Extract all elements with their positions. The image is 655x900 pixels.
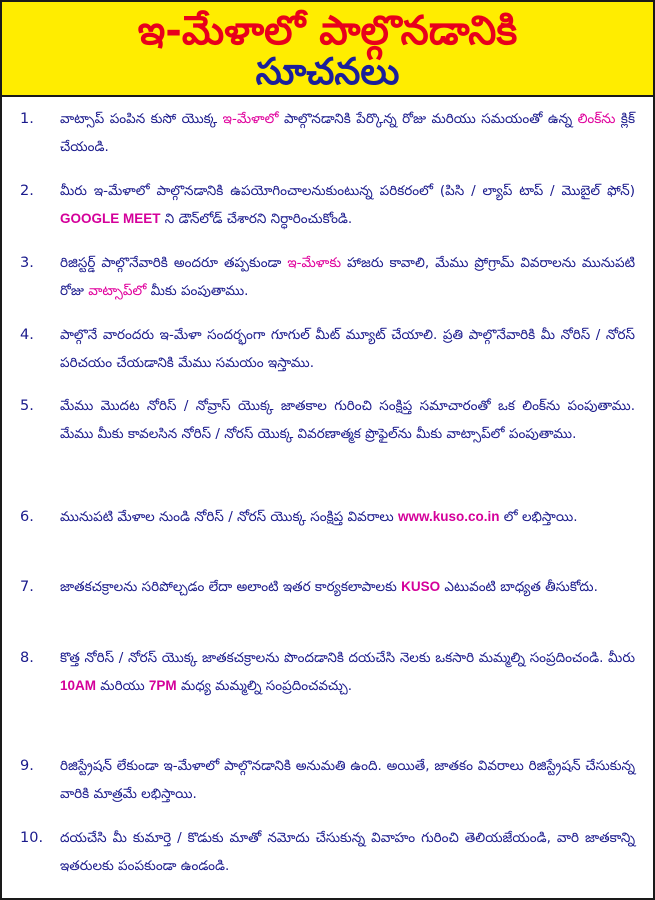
page-title: ఇ-మేళాలో పాల్గొనడానికి [137, 8, 518, 54]
instruction-text-segment: ని డౌన్‌లోడ్ చేశారని నిర్ధారించుకోండి. [160, 211, 353, 227]
instruction-text-segment: రిజిస్ట్రేషన్ లేకుండా ఇ-మేళాలో పాల్గొనడానికి అనుమతి ఉంది. అయితే, జాతకం వివరాలు రిజిస్ట్రేషన్ చేసుకున్న వారికి మాత్రమే లభిస్తాయి. [60, 758, 635, 802]
instruction-text [60, 392, 635, 448]
instruction-number: 1. [20, 111, 34, 127]
highlighted-text: లింక్‌ను [577, 111, 616, 127]
instruction-text [60, 321, 635, 377]
instruction-text-segment: పాల్గొనడానికి పేర్కొన్న రోజు మరియు సమయంతో ఉన్న [278, 111, 578, 127]
instruction-text [60, 573, 635, 601]
instruction-text-segment: దయచేసి మీ కుమార్తె / కొడుకు మాతో నమోదు చేసుకున్న వివాహం గురించి తెలియజేయండి, వారి జాతకాన్ని ఇతరులకు పంపకుండా ఉండండి. [60, 830, 635, 874]
instruction-text [60, 177, 635, 233]
instruction-number: 4. [20, 327, 34, 343]
instruction-number: 10. [20, 830, 44, 846]
instruction-text-segment: లో లభిస్తాయి. [499, 509, 578, 525]
highlighted-text: KUSO [401, 579, 441, 594]
instruction-number: 5. [20, 398, 34, 414]
instruction-text-segment: మునుపటి మేళాల నుండి నోరిస్ / నోరస్ యొక్క సంక్షిప్త వివరాలు [60, 509, 398, 525]
instruction-text-segment: మరియు [96, 678, 149, 694]
highlighted-text: GOOGLE MEET [60, 211, 161, 226]
highlighted-text: ఇ-మేళాకు [287, 255, 342, 271]
page-subtitle: సూచనలు [255, 50, 400, 93]
instruction-number: 9. [20, 758, 34, 774]
instruction-text-segment: పాల్గొనే వారందరు ఇ-మేళా సందర్భంగా గూగుల్ మీట్ మ్యూట్ చేయాలి. ప్రతి పాల్గొనేవారికి మీ నోరిస్ / నోరస్ పరిచయం చేయడానికి మేము సమయం ఇస్తాము. [60, 327, 635, 371]
header-banner [2, 2, 653, 97]
highlighted-text: 10AM [60, 678, 97, 693]
instruction-number: 3. [20, 255, 34, 271]
instruction-text-segment: జాతకచక్రాలను సరిపోల్చడం లేదా అలాంటి ఇతర కార్యకలాపాలకు [60, 579, 402, 595]
instruction-text-segment: హాజరు కావాలి, మేము ప్రోగ్రామ్ వివరాలను మునుపటి రోజు [60, 255, 635, 299]
instruction-text-segment: ఎటువంటి బాధ్యత తీసుకోదు. [440, 579, 598, 595]
instruction-text-segment: మీరు ఇ-మేళాలో పాల్గొనడానికి ఉపయోగించాలనుకుంటున్న పరికరంలో (పిసి / ల్యాప్ టాప్ / మొబైల్ ఫోన్) [60, 183, 635, 199]
instruction-text-segment: మీకు పంపుతాము. [146, 283, 249, 299]
instruction-text [60, 249, 635, 305]
instruction-text [60, 824, 635, 880]
instruction-text-segment: వాట్సాప్ పంపిన కుసో యొక్క [60, 111, 223, 127]
instruction-text [60, 644, 635, 700]
highlighted-text: 7PM [148, 678, 177, 693]
instruction-number: 2. [20, 183, 34, 199]
instruction-text [60, 105, 635, 161]
instruction-text-segment: మేము మొదట నోరిస్ / నోవ్రాస్ యొక్క జాతకాల గురించి సంక్షిప్త సమాచారంతో ఒక లింక్‌ను పంపుతాము. మేము మీకు కావలసిన నోరిస్ / నోరస్ యొక్క వివరణాత్మక ప్రొఫైల్‌ను మీకు వాట్సాప్‌లో పంపుతాము. [60, 398, 635, 442]
instruction-text [60, 752, 635, 808]
instruction-text-segment: క్లిక్ చేయండి. [60, 111, 635, 155]
instruction-number: 7. [20, 579, 34, 595]
instruction-number: 8. [20, 650, 34, 666]
instruction-text-segment: మధ్య మమ్మల్ని సంప్రదించవచ్చు. [176, 678, 353, 694]
highlighted-text: www.kuso.co.in [397, 509, 500, 524]
highlighted-text: ఇ-మేళాలో [222, 111, 279, 127]
instruction-text-segment: రిజిస్టర్డ్ పాల్గొనేవారికి అందరూ తప్పకుండా [60, 255, 288, 271]
instruction-number: 6. [20, 509, 34, 525]
instruction-text-segment: కొత్త నోరిస్ / నోరస్ యొక్క జాతకచక్రాలను పొందడానికి దయచేసి నెలకు ఒకసారి మమ్మల్ని సంప్రదించండి. మీరు [60, 650, 635, 666]
instruction-text [60, 503, 635, 531]
highlighted-text: వాట్సాప్‌లో [88, 283, 147, 299]
